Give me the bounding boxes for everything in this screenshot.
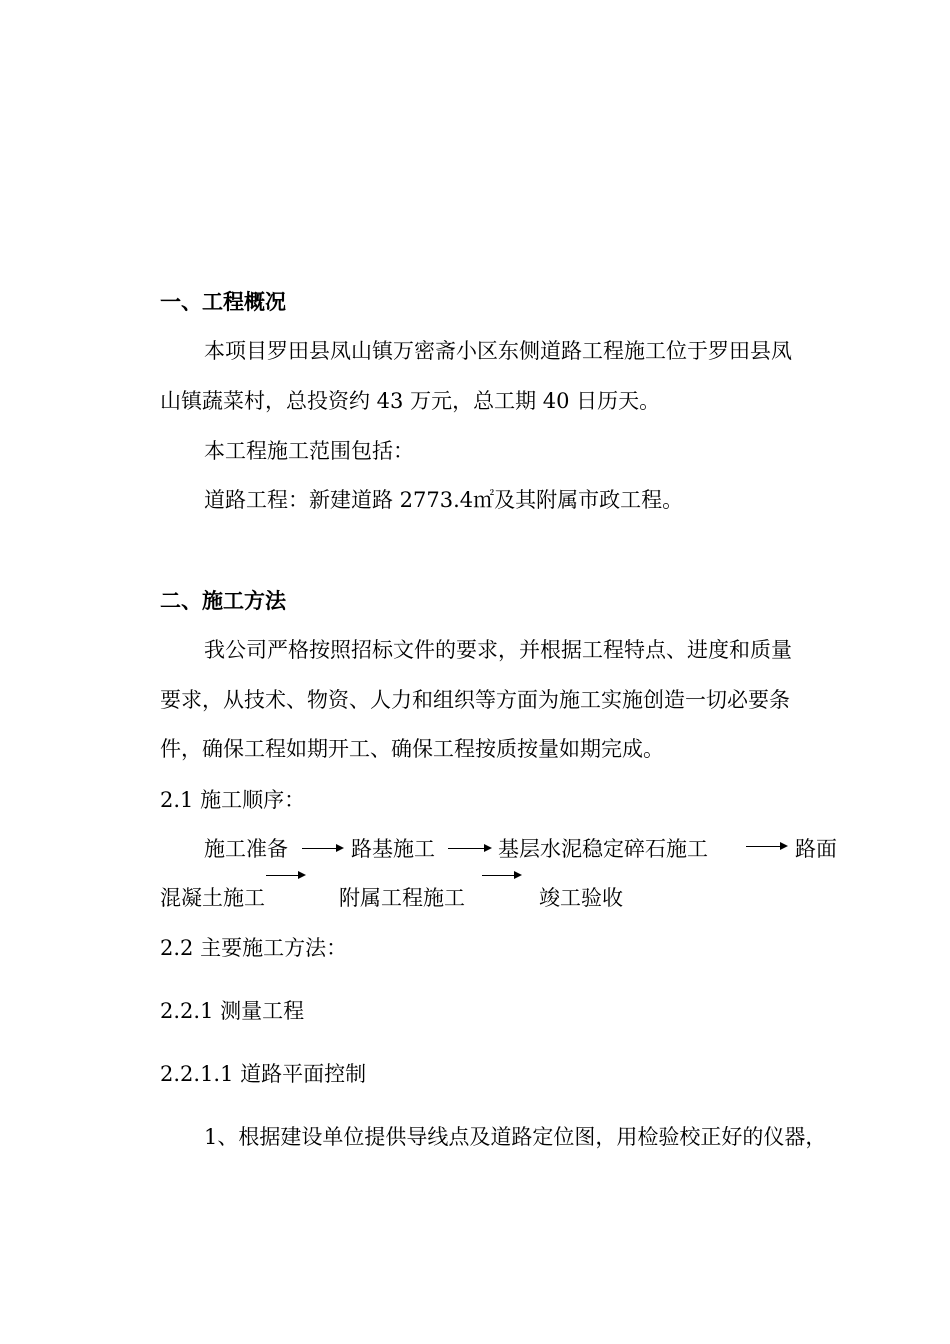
flow-step-preparation: 施工准备 (204, 837, 288, 861)
flow-step-pavement-continued: 混凝土施工 (160, 886, 265, 910)
flow-step-pavement: 路面 (795, 837, 837, 861)
method-paragraph-line: 要求，从技术、物资、人力和组织等方面为施工实施创造一切必要条 (160, 688, 790, 712)
subsection-heading-sequence: 2.1 施工顺序： (160, 788, 306, 812)
subsection-heading-survey: 2.2.1 测量工程 (160, 999, 305, 1023)
method-paragraph-line: 件，确保工程如期开工、确保工程按质按量如期完成。 (160, 737, 664, 761)
arrow-right-icon (302, 848, 342, 849)
arrow-right-icon (448, 848, 490, 849)
method-paragraph-line: 我公司严格按照招标文件的要求，并根据工程特点、进度和质量 (204, 638, 792, 662)
arrow-right-icon (746, 846, 786, 847)
section-heading-method: 二、施工方法 (160, 589, 286, 613)
scope-intro-text: 本工程施工范围包括： (204, 439, 414, 463)
arrow-right-icon (482, 875, 520, 876)
section-heading-overview: 一、工程概况 (160, 290, 286, 314)
flow-step-ancillary: 附属工程施工 (339, 886, 465, 910)
scope-road-text: 道路工程：新建道路 2773.4㎡及其附属市政工程。 (204, 488, 684, 512)
subsection-heading-main-methods: 2.2 主要施工方法： (160, 936, 348, 960)
flow-step-base-layer: 基层水泥稳定碎石施工 (498, 837, 708, 861)
arrow-right-icon (266, 875, 304, 876)
flow-step-subgrade: 路基施工 (351, 837, 435, 861)
flow-step-acceptance: 竣工验收 (539, 886, 623, 910)
list-item: 1、根据建设单位提供导线点及道路定位图，用检验校正好的仪器， (204, 1125, 827, 1149)
subsection-heading-plane-control: 2.2.1.1 道路平面控制 (160, 1062, 367, 1086)
overview-paragraph-line: 本项目罗田县凤山镇万密斋小区东侧道路工程施工位于罗田县凤 (204, 339, 792, 363)
overview-paragraph-line: 山镇蔬菜村，总投资约 43 万元，总工期 40 日历天。 (160, 389, 661, 413)
